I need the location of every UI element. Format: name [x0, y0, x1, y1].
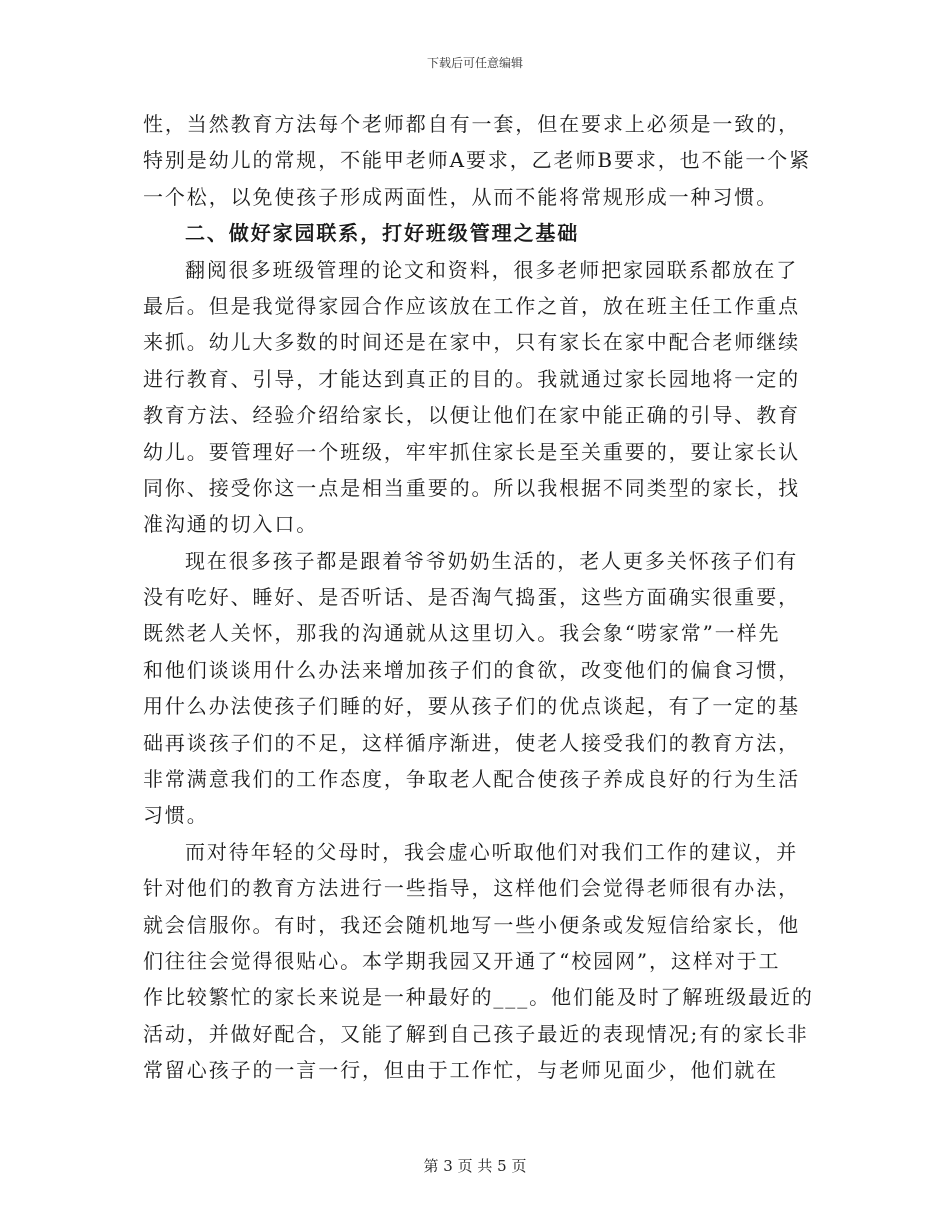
paragraph-line: 性，当然教育方法每个老师都自有一套，但在要求上必须是一致的， [143, 112, 800, 136]
paragraph-line: 特别是幼儿的常规，不能甲老师A要求，乙老师B要求，也不能一个紧 [143, 148, 812, 173]
paragraph-line: 和他们谈谈用什么办法来增加孩子们的食欲，改变他们的偏食习惯， [143, 657, 800, 682]
paragraph-line: 最后。但是我觉得家园合作应该放在工作之首，放在班主任工作重点 [143, 293, 800, 318]
paragraph-line: 同你、接受你这一点是相当重要的。所以我根据不同类型的家长，找 [143, 475, 800, 500]
paragraph-line: 习惯。 [143, 803, 209, 828]
paragraph-line: 幼儿。要管理好一个班级，牢牢抓住家长是至关重要的，要让家长认 [143, 439, 800, 464]
paragraph-line: 用什么办法使孩子们睡的好，要从孩子们的优点谈起，有了一定的基 [143, 694, 800, 719]
paragraph [143, 834, 814, 1089]
paragraph-line: 一个松，以免使孩子形成两面性，从而不能将常规形成一种习惯。 [143, 184, 779, 209]
paragraph-line: 常留心孩子的一言一行，但由于工作忙，与老师见面少，他们就在 [143, 1058, 779, 1083]
paragraph [143, 252, 809, 543]
paragraph-line: 而对待年轻的父母时，我会虚心听取他们对我们工作的建议，并 [185, 839, 799, 864]
paragraph-line: 针对他们的教育方法进行一些指导，这样他们会觉得老师很有办法， [143, 876, 800, 901]
paragraph-line: 现在很多孩子都是跟着爷爷奶奶生活的，老人更多关怀孩子们有 [185, 548, 799, 573]
paragraph-line: 础再谈孩子们的不足，这样循序渐进，使老人接受我们的教育方法， [143, 730, 800, 755]
paragraph-line: 翻阅很多班级管理的论文和资料，很多老师把家园联系都放在了 [185, 257, 799, 282]
paragraph-line: 准沟通的切入口。 [143, 512, 319, 537]
paragraph-line: 来抓。幼儿大多数的时间还是在家中，只有家长在家中配合老师继续 [143, 330, 800, 355]
section-heading [143, 215, 809, 251]
paragraph-line: 没有吃好、睡好、是否听话、是否淘气捣蛋，这些方面确实很重要， [143, 585, 800, 610]
paragraph-line: 既然老人关怀，那我的沟通就从这里切入。我会象“唠家常”一样先 [143, 621, 781, 646]
paragraph-line: 作比较繁忙的家长来说是一种最好的___。他们能及时了解班级最近的 [143, 985, 814, 1010]
paragraph [143, 543, 809, 834]
paragraph-line: 就会信服你。有时，我还会随机地写一些小便条或发短信给家长，他 [143, 912, 800, 937]
paragraph-line: 进行教育、引导，才能达到真正的目的。我就通过家长园地将一定的 [143, 366, 800, 391]
paragraph-line: 们往往会觉得很贴心。本学期我园又开通了“校园网”，这样对于工 [143, 948, 781, 973]
paragraph-line: 教育方法、经验介绍给家长，以便让他们在家中能正确的引导、教育 [143, 403, 800, 428]
document-body [143, 106, 814, 1089]
page-header-note: 下载后可任意编辑 [426, 56, 523, 70]
paragraph [143, 106, 812, 215]
paragraph-line: 非常满意我们的工作态度，争取老人配合使孩子养成良好的行为生活 [143, 767, 800, 792]
page-number-indicator: 第 3 页 共 5 页 [423, 1157, 527, 1175]
heading-text: 二、做好家园联系，打好班级管理之基础 [185, 221, 580, 246]
paragraph-line: 活动，并做好配合，又能了解到自己孩子最近的表现情况;有的家长非 [143, 1021, 809, 1046]
